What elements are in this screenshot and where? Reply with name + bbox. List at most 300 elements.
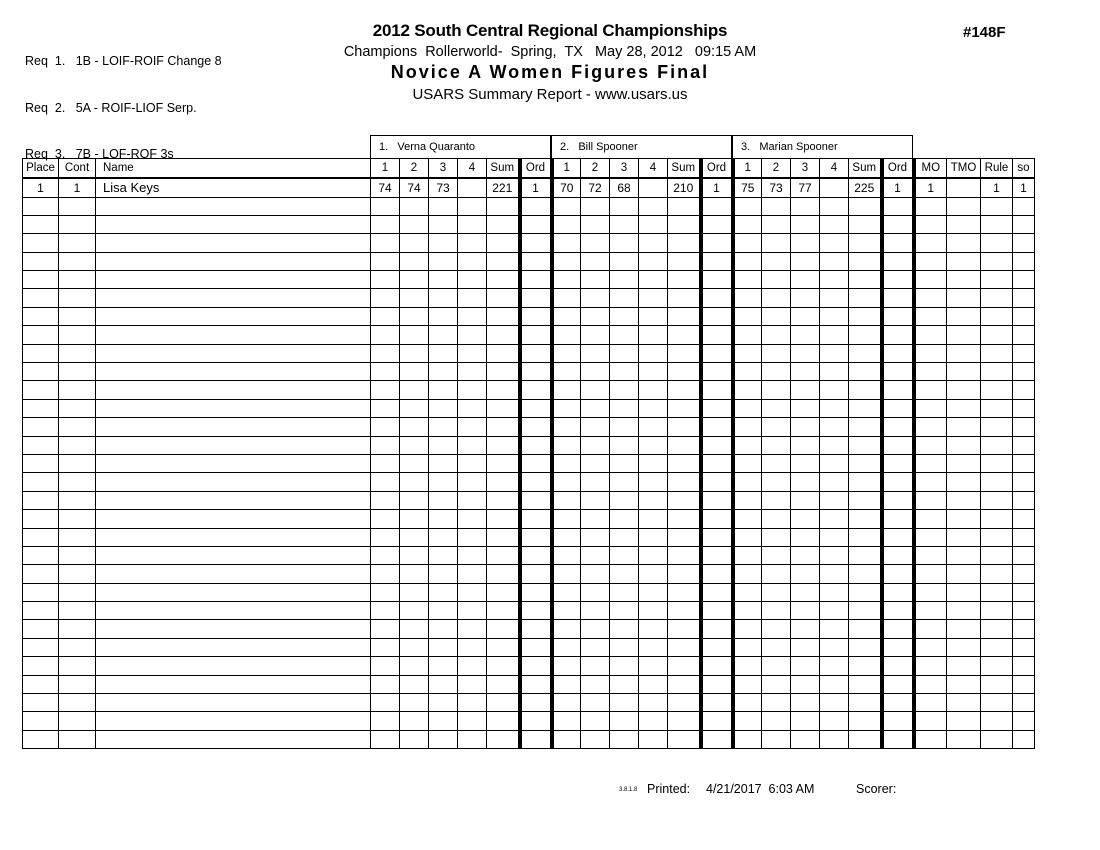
empty-cell [458, 197, 487, 215]
empty-cell [520, 307, 552, 325]
empty-cell [668, 381, 701, 399]
empty-cell [520, 197, 552, 215]
empty-cell [639, 602, 668, 620]
empty-cell [849, 473, 882, 491]
empty-cell [1013, 546, 1035, 564]
empty-cell [552, 307, 581, 325]
empty-cell [733, 326, 762, 344]
col-j2-ord: Ord [701, 159, 733, 178]
empty-cell [458, 638, 487, 656]
empty-cell [733, 252, 762, 270]
col-j2-s3: 3 [610, 159, 639, 178]
empty-cell [914, 381, 947, 399]
empty-cell [458, 675, 487, 693]
empty-cell [701, 197, 733, 215]
empty-cell [849, 326, 882, 344]
empty-cell [882, 307, 914, 325]
empty-result-row [23, 491, 1035, 509]
empty-cell [581, 252, 610, 270]
empty-cell [400, 473, 429, 491]
empty-cell [668, 620, 701, 638]
empty-cell [487, 620, 520, 638]
empty-cell [762, 271, 791, 289]
empty-cell [668, 473, 701, 491]
empty-cell [400, 565, 429, 583]
empty-cell [1013, 326, 1035, 344]
empty-cell [914, 675, 947, 693]
empty-cell [552, 583, 581, 601]
empty-cell [1013, 363, 1035, 381]
empty-cell [59, 528, 96, 546]
empty-cell [400, 307, 429, 325]
empty-cell [733, 436, 762, 454]
empty-cell [668, 454, 701, 472]
empty-cell [820, 565, 849, 583]
empty-cell [947, 638, 981, 656]
empty-cell [947, 289, 981, 307]
empty-cell [733, 546, 762, 564]
empty-cell [487, 252, 520, 270]
empty-cell [581, 307, 610, 325]
empty-cell [371, 234, 400, 252]
empty-result-row [23, 583, 1035, 601]
empty-cell [429, 583, 458, 601]
empty-cell [520, 454, 552, 472]
empty-cell [400, 546, 429, 564]
empty-cell [520, 694, 552, 712]
empty-cell [981, 694, 1013, 712]
empty-cell [820, 197, 849, 215]
cell-j1-s4 [458, 178, 487, 198]
empty-cell [701, 289, 733, 307]
empty-cell [520, 436, 552, 454]
empty-cell [668, 528, 701, 546]
empty-cell [487, 730, 520, 748]
empty-cell [849, 675, 882, 693]
empty-cell [581, 344, 610, 362]
empty-cell [59, 381, 96, 399]
empty-cell [668, 234, 701, 252]
col-j2-s1: 1 [552, 159, 581, 178]
empty-cell [610, 215, 639, 233]
empty-cell [849, 620, 882, 638]
col-cont: Cont [59, 159, 96, 178]
printed-timestamp: 4/21/2017 6:03 AM [706, 782, 815, 796]
empty-cell [610, 473, 639, 491]
empty-cell [1013, 473, 1035, 491]
empty-cell [762, 657, 791, 675]
empty-cell [1013, 620, 1035, 638]
empty-cell [458, 436, 487, 454]
empty-cell [23, 675, 59, 693]
empty-cell [914, 565, 947, 583]
empty-cell [610, 289, 639, 307]
scorer-label: Scorer: [856, 782, 897, 796]
empty-cell [820, 638, 849, 656]
empty-cell [520, 473, 552, 491]
empty-cell [96, 289, 371, 307]
empty-cell [914, 307, 947, 325]
empty-cell [914, 712, 947, 730]
empty-cell [371, 675, 400, 693]
empty-cell [820, 344, 849, 362]
empty-cell [400, 712, 429, 730]
cell-j2-s3: 68 [610, 178, 639, 198]
empty-cell [820, 491, 849, 509]
empty-cell [639, 694, 668, 712]
empty-cell [520, 418, 552, 436]
empty-cell [581, 583, 610, 601]
empty-cell [639, 197, 668, 215]
empty-cell [981, 583, 1013, 601]
empty-cell [791, 252, 820, 270]
empty-cell [96, 197, 371, 215]
empty-cell [733, 694, 762, 712]
empty-cell [762, 344, 791, 362]
empty-cell [849, 307, 882, 325]
empty-cell [487, 271, 520, 289]
empty-cell [849, 215, 882, 233]
empty-cell [96, 638, 371, 656]
empty-cell [1013, 252, 1035, 270]
empty-cell [429, 694, 458, 712]
empty-cell [981, 234, 1013, 252]
empty-cell [791, 326, 820, 344]
title-block [0, 21, 1100, 103]
empty-cell [733, 363, 762, 381]
empty-cell [59, 344, 96, 362]
empty-cell [552, 675, 581, 693]
empty-cell [1013, 657, 1035, 675]
empty-cell [520, 289, 552, 307]
empty-cell [520, 510, 552, 528]
empty-cell [371, 694, 400, 712]
empty-cell [947, 436, 981, 454]
empty-cell [371, 510, 400, 528]
empty-cell [371, 583, 400, 601]
empty-cell [458, 602, 487, 620]
empty-result-row [23, 730, 1035, 748]
empty-cell [882, 620, 914, 638]
empty-cell [981, 363, 1013, 381]
empty-cell [400, 657, 429, 675]
empty-cell [701, 234, 733, 252]
empty-cell [552, 528, 581, 546]
empty-cell [458, 454, 487, 472]
empty-cell [581, 326, 610, 344]
empty-cell [581, 215, 610, 233]
empty-cell [23, 694, 59, 712]
empty-cell [96, 528, 371, 546]
empty-cell [610, 344, 639, 362]
empty-result-row [23, 546, 1035, 564]
empty-cell [820, 418, 849, 436]
empty-cell [96, 399, 371, 417]
empty-cell [458, 620, 487, 638]
empty-cell [882, 565, 914, 583]
empty-cell [96, 712, 371, 730]
empty-cell [914, 510, 947, 528]
empty-cell [458, 289, 487, 307]
empty-cell [429, 289, 458, 307]
empty-cell [371, 528, 400, 546]
empty-cell [96, 510, 371, 528]
empty-cell [371, 215, 400, 233]
col-mo: MO [914, 159, 947, 178]
empty-cell [371, 418, 400, 436]
empty-cell [820, 675, 849, 693]
empty-result-row [23, 399, 1035, 417]
empty-cell [23, 546, 59, 564]
col-j1-ord: Ord [520, 159, 552, 178]
empty-cell [429, 528, 458, 546]
empty-cell [914, 546, 947, 564]
empty-cell [581, 675, 610, 693]
empty-cell [914, 326, 947, 344]
empty-cell [520, 271, 552, 289]
empty-cell [458, 565, 487, 583]
empty-cell [96, 491, 371, 509]
empty-cell [429, 418, 458, 436]
empty-result-row [23, 307, 1035, 325]
empty-cell [639, 675, 668, 693]
empty-cell [791, 381, 820, 399]
empty-cell [701, 528, 733, 546]
empty-cell [552, 730, 581, 748]
empty-cell [791, 602, 820, 620]
empty-cell [23, 565, 59, 583]
empty-cell [23, 620, 59, 638]
empty-cell [914, 491, 947, 509]
empty-cell [610, 271, 639, 289]
empty-cell [849, 234, 882, 252]
empty-cell [458, 583, 487, 601]
empty-cell [914, 252, 947, 270]
col-j1-s1: 1 [371, 159, 400, 178]
empty-cell [400, 234, 429, 252]
empty-cell [914, 694, 947, 712]
empty-cell [947, 657, 981, 675]
empty-cell [762, 712, 791, 730]
empty-cell [1013, 307, 1035, 325]
empty-cell [552, 694, 581, 712]
empty-cell [701, 694, 733, 712]
empty-cell [23, 657, 59, 675]
empty-cell [639, 546, 668, 564]
empty-cell [23, 326, 59, 344]
empty-result-row [23, 712, 1035, 730]
empty-cell [59, 602, 96, 620]
cell-j3-s3: 77 [791, 178, 820, 198]
empty-cell [762, 675, 791, 693]
empty-cell [59, 326, 96, 344]
empty-cell [668, 694, 701, 712]
empty-cell [639, 252, 668, 270]
empty-cell [733, 271, 762, 289]
empty-cell [882, 252, 914, 270]
empty-cell [668, 399, 701, 417]
empty-cell [23, 344, 59, 362]
empty-cell [733, 307, 762, 325]
empty-cell [23, 418, 59, 436]
empty-cell [400, 491, 429, 509]
empty-cell [947, 620, 981, 638]
empty-cell [947, 197, 981, 215]
empty-result-row [23, 363, 1035, 381]
empty-cell [400, 197, 429, 215]
empty-cell [849, 694, 882, 712]
empty-cell [1013, 418, 1035, 436]
empty-cell [849, 381, 882, 399]
empty-cell [458, 234, 487, 252]
empty-cell [914, 436, 947, 454]
empty-cell [400, 583, 429, 601]
empty-cell [981, 712, 1013, 730]
empty-result-row [23, 694, 1035, 712]
empty-cell [96, 454, 371, 472]
empty-cell [762, 399, 791, 417]
empty-result-row [23, 234, 1035, 252]
empty-cell [762, 215, 791, 233]
empty-cell [371, 473, 400, 491]
empty-cell [59, 363, 96, 381]
col-j3-ord: Ord [882, 159, 914, 178]
empty-cell [882, 234, 914, 252]
empty-cell [581, 638, 610, 656]
empty-cell [487, 473, 520, 491]
empty-cell [487, 197, 520, 215]
judge-box-3: 3. Marian Spooner [732, 135, 913, 158]
empty-cell [96, 344, 371, 362]
empty-cell [701, 418, 733, 436]
empty-cell [400, 289, 429, 307]
empty-cell [668, 307, 701, 325]
empty-cell [882, 510, 914, 528]
empty-cell [947, 234, 981, 252]
empty-cell [820, 454, 849, 472]
empty-cell [791, 491, 820, 509]
empty-cell [371, 491, 400, 509]
empty-cell [96, 215, 371, 233]
empty-cell [820, 510, 849, 528]
empty-cell [849, 454, 882, 472]
empty-result-row [23, 675, 1035, 693]
empty-cell [59, 252, 96, 270]
empty-cell [791, 399, 820, 417]
empty-cell [762, 528, 791, 546]
empty-cell [371, 399, 400, 417]
empty-cell [96, 418, 371, 436]
empty-cell [947, 491, 981, 509]
empty-cell [96, 307, 371, 325]
empty-cell [458, 491, 487, 509]
empty-cell [882, 215, 914, 233]
empty-cell [610, 381, 639, 399]
empty-cell [59, 583, 96, 601]
empty-cell [762, 418, 791, 436]
empty-cell [552, 454, 581, 472]
empty-cell [762, 473, 791, 491]
empty-cell [1013, 454, 1035, 472]
empty-cell [610, 399, 639, 417]
empty-cell [520, 620, 552, 638]
empty-cell [981, 344, 1013, 362]
empty-cell [610, 197, 639, 215]
empty-cell [849, 546, 882, 564]
empty-cell [639, 307, 668, 325]
empty-cell [849, 638, 882, 656]
col-j1-s3: 3 [429, 159, 458, 178]
empty-cell [1013, 638, 1035, 656]
empty-cell [23, 271, 59, 289]
empty-cell [1013, 436, 1035, 454]
empty-cell [1013, 215, 1035, 233]
empty-cell [520, 583, 552, 601]
empty-cell [947, 565, 981, 583]
empty-cell [610, 436, 639, 454]
empty-cell [791, 620, 820, 638]
empty-cell [701, 491, 733, 509]
empty-cell [487, 602, 520, 620]
empty-cell [947, 528, 981, 546]
empty-cell [581, 418, 610, 436]
empty-cell [552, 252, 581, 270]
empty-cell [59, 565, 96, 583]
empty-cell [610, 326, 639, 344]
cell-j1-ord: 1 [520, 178, 552, 198]
empty-cell [23, 528, 59, 546]
empty-cell [882, 528, 914, 546]
empty-cell [947, 473, 981, 491]
empty-cell [371, 252, 400, 270]
empty-cell [981, 418, 1013, 436]
empty-cell [429, 473, 458, 491]
empty-cell [552, 197, 581, 215]
empty-cell [1013, 712, 1035, 730]
empty-cell [762, 546, 791, 564]
empty-cell [429, 271, 458, 289]
empty-cell [668, 657, 701, 675]
empty-cell [581, 363, 610, 381]
empty-cell [947, 215, 981, 233]
empty-cell [733, 197, 762, 215]
empty-result-row [23, 252, 1035, 270]
empty-cell [981, 326, 1013, 344]
empty-cell [429, 344, 458, 362]
empty-cell [762, 454, 791, 472]
empty-cell [581, 289, 610, 307]
empty-cell [610, 510, 639, 528]
empty-cell [791, 510, 820, 528]
empty-cell [1013, 510, 1035, 528]
empty-cell [59, 473, 96, 491]
empty-cell [791, 307, 820, 325]
empty-cell [849, 289, 882, 307]
judge-box-2: 2. Bill Spooner [551, 135, 732, 158]
empty-cell [639, 271, 668, 289]
empty-cell [981, 454, 1013, 472]
empty-cell [581, 454, 610, 472]
empty-cell [701, 675, 733, 693]
empty-cell [914, 215, 947, 233]
empty-cell [520, 326, 552, 344]
empty-cell [849, 657, 882, 675]
empty-cell [610, 252, 639, 270]
empty-cell [552, 381, 581, 399]
empty-cell [487, 528, 520, 546]
empty-cell [552, 436, 581, 454]
empty-cell [487, 399, 520, 417]
